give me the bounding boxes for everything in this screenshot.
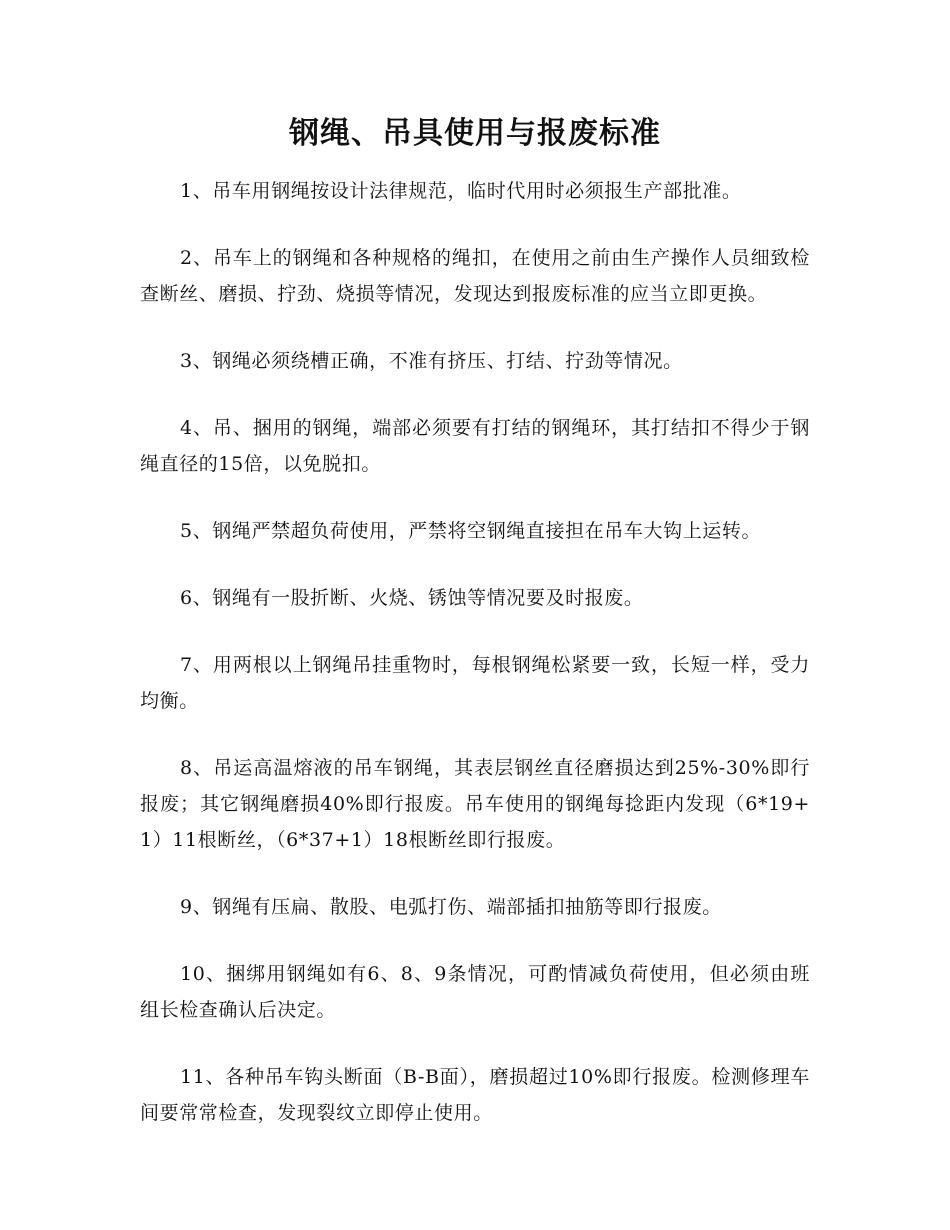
paragraph-9: 9、钢绳有压扁、散股、电弧打伤、端部插扣抽筋等即行报废。 <box>180 896 722 918</box>
paragraph-1: 1、吊车用钢绳按设计法律规范，临时代用时必须报生产部批准。 <box>180 180 742 202</box>
paragraph-10: 10、捆绑用钢绳如有6、8、9条情况，可酌情减负荷使用，但必须由班组长检查确认后决定。 <box>140 963 810 1021</box>
paragraph-6: 6、钢绳有一股折断、火烧、锈蚀等情况要及时报废。 <box>180 587 644 609</box>
paragraph-4: 4、吊、捆用的钢绳，端部必须要有打结的钢绳环，其打结扣不得少于钢绳直径的15倍，以免脱扣。 <box>140 417 810 475</box>
paragraph-5: 5、钢绳严禁超负荷使用，严禁将空钢绳直接担在吊车大钩上运转。 <box>180 520 762 542</box>
paragraph-11: 11、各种吊车钩头断面（B-B面），磨损超过10%即行报废。检测修理车间要常常检查，发现裂纹立即停止使用。 <box>140 1066 810 1124</box>
paragraph-8: 8、吊运高温熔液的吊车钢绳，其表层钢丝直径磨损达到25%-30%即行报废；其它钢绳磨损40%即行报废。吊车使用的钢绳每捻距内发现（6*19+1）11根断丝，（6*37+1）18根断丝即行报废。 <box>140 757 810 851</box>
paragraph-3: 3、钢绳必须绕槽正确，不准有挤压、打结、拧劲等情况。 <box>180 350 683 372</box>
paragraph-2: 2、吊车上的钢绳和各种规格的绳扣，在使用之前由生产操作人员细致检查断丝、磨损、拧劲、烧损等情况，发现达到报废标准的应当立即更换。 <box>140 247 810 305</box>
document-title: 钢绳、吊具使用与报废标准 <box>289 116 661 151</box>
paragraph-7: 7、用两根以上钢绳吊挂重物时，每根钢绳松紧要一致，长短一样，受力均衡。 <box>140 654 810 712</box>
